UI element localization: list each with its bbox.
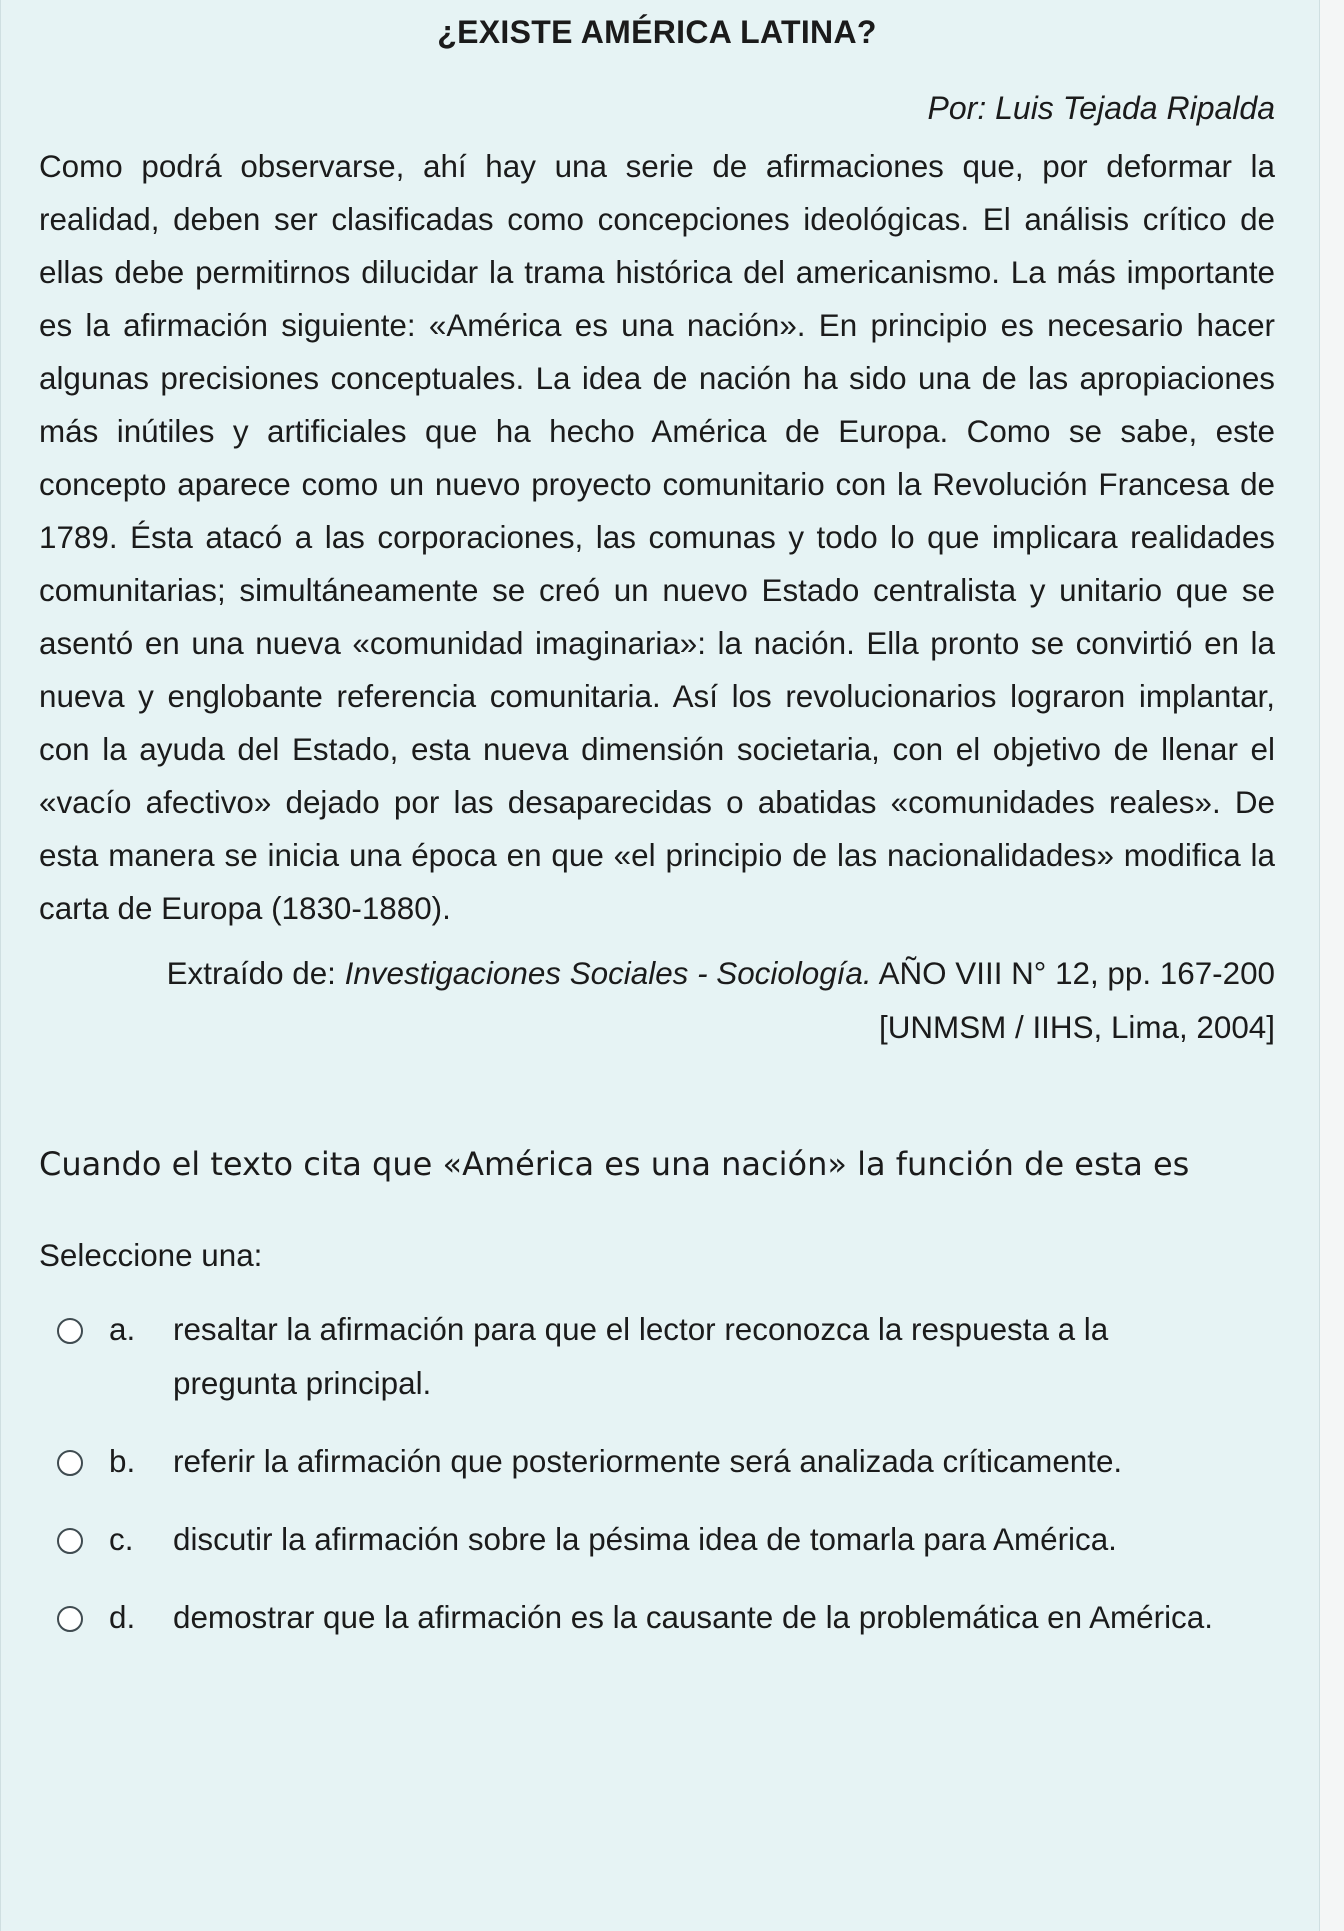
- source-publisher: [UNMSM / IIHS, Lima, 2004]: [879, 1010, 1275, 1045]
- source-journal: Investigaciones Sociales - Sociología.: [344, 956, 872, 991]
- reading-author: Por: Luis Tejada Ripalda: [927, 90, 1275, 126]
- answer-option-b[interactable]: [39, 1435, 1275, 1489]
- source-details: AÑO VIII N° 12, pp. 167-200: [871, 956, 1275, 991]
- source-prefix: Extraído de:: [166, 956, 345, 991]
- option-text: discutir la afirmación sobre la pésima idea de tomarla para América.: [173, 1522, 1117, 1557]
- option-letter: d.: [109, 1600, 136, 1635]
- option-letter: c.: [109, 1522, 134, 1557]
- radio-button-c[interactable]: [57, 1528, 83, 1554]
- answer-option-c[interactable]: [39, 1513, 1275, 1567]
- radio-button-d[interactable]: [57, 1606, 83, 1632]
- option-text: referir la afirmación que posteriormente será analizada críticamente.: [173, 1444, 1123, 1479]
- question-content: [39, 0, 1275, 1645]
- source-citation: [39, 947, 1275, 1055]
- radio-button-a[interactable]: [57, 1318, 83, 1344]
- reading-title: ¿EXISTE AMÉRICA LATINA?: [437, 14, 877, 50]
- radio-button-b[interactable]: [57, 1450, 83, 1476]
- option-letter: b.: [109, 1444, 136, 1479]
- question-text: Cuando el texto cita que «América es una nación» la función de esta es: [39, 1145, 1190, 1183]
- select-one-label: Seleccione una:: [39, 1238, 263, 1273]
- source-line: [39, 947, 1275, 1001]
- option-letter: a.: [109, 1312, 136, 1347]
- answer-option-d[interactable]: [39, 1591, 1275, 1645]
- answer-options: [39, 1303, 1275, 1645]
- option-text: demostrar que la afirmación es la causante de la problemática en América.: [173, 1600, 1213, 1635]
- option-text: resaltar la afirmación para que el lector reconozca la respuesta a la pregunta principal.: [173, 1312, 1109, 1401]
- answer-option-a[interactable]: [39, 1303, 1275, 1411]
- reading-passage: Como podrá observarse, ahí hay una serie de afirmaciones que, por deformar la realidad, deben ser clasificadas como concepciones ideológicas. El análisis crítico de ellas debe permitirnos dilucidar la trama histórica del americanismo. La más importante es la afirmación siguiente: «América es una nación». En principio es necesario hacer algunas precisiones conceptuales. La idea de nación ha sido una de las apropiaciones más inútiles y artificiales que ha hecho América de Europa. Como se sabe, este concepto aparece como un nuevo proyecto comunitario con la Revolución Francesa de 1789. Ésta atacó a las corporaciones, las comunas y todo lo que implicara realidades comunitarias; simultáneamente se creó un nuevo Estado centralista y unitario que se asentó en una nueva «comunidad imaginaria»: la nación. Ella pronto se convirtió en la nueva y englobante referencia comunitaria. Así los revolucionarios lograron implantar, con la ayuda del Estado, esta nueva dimensión societaria, con el objetivo de llenar el «vacío afectivo» dejado por las desaparecidas o abatidas «comunidades reales». De esta manera se inicia una época en que «el principio de las nacionalidades» modifica la carta de Europa (1830-1880).: [39, 149, 1275, 926]
